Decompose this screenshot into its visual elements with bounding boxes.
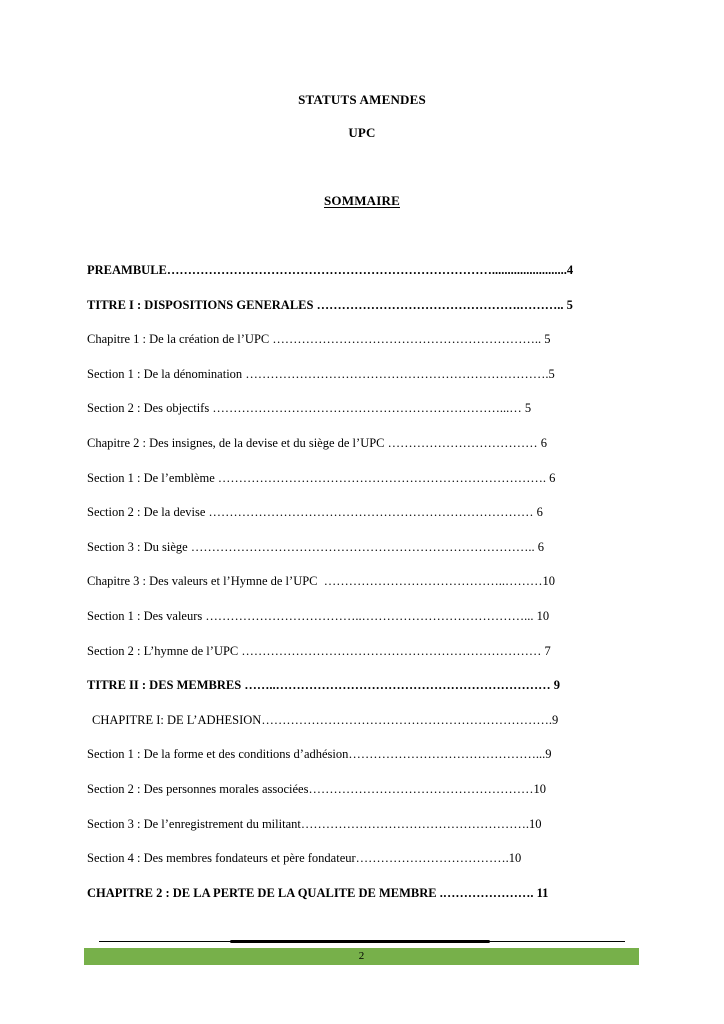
toc-entry-page: 10 <box>508 851 522 865</box>
toc-entry <box>87 573 555 589</box>
toc-entry-label: Section 1 : De la forme et des conditions d’adhésion <box>87 747 349 761</box>
toc-entry <box>87 366 555 382</box>
toc-entry <box>87 435 547 451</box>
toc-entry-leader: ……………………………………………………………………….. <box>187 540 538 554</box>
toc-entry <box>87 504 543 520</box>
toc-entry <box>87 643 551 659</box>
toc-entry <box>87 331 551 347</box>
toc-entry-label: Section 2 : L’hymne de l’UPC <box>87 644 239 658</box>
toc-entry <box>87 677 560 693</box>
toc-entry-page: 9 <box>545 747 552 761</box>
toc-entry-page: 5 <box>524 401 532 415</box>
toc-entry-page: 6 <box>537 540 544 554</box>
toc-entry-leader: ……………………………………..……… <box>317 574 543 588</box>
toc-entry-label: TITRE I : DISPOSITIONS GENERALES <box>87 298 314 312</box>
toc-entry-leader: ………………………………………….……….. <box>313 298 567 312</box>
toc-entry-label: PREAMBULE <box>87 263 167 277</box>
toc-entry-label: Chapitre 1 : De la création de l’UPC <box>87 332 270 346</box>
toc-entry-page: 10 <box>533 782 546 796</box>
toc-entry-leader: ………………………………………………. <box>300 817 529 831</box>
toc-entry-label: Chapitre 3 : Des valeurs et l’Hymne de l’UPC <box>87 574 318 588</box>
toc-entry-page: 6 <box>549 471 556 485</box>
toc-entry-leader: ……………………………………………… <box>308 782 534 796</box>
summary-heading: SOMMAIRE <box>324 193 400 208</box>
organization-name: UPC <box>348 125 376 140</box>
toc-entry <box>87 850 521 866</box>
toc-entry-label: Section 3 : De l’enregistrement du militant <box>87 817 301 831</box>
toc-entry <box>87 885 548 901</box>
toc-entry-leader: …………………………………………………………………… <box>205 505 537 519</box>
toc-entry-label: Section 4 : Des membres fondateurs et père fondateur <box>87 851 356 865</box>
toc-entry-leader: ……………………………………………………………………........................ <box>166 263 567 277</box>
toc-entry-page: 9 <box>553 678 560 692</box>
toc-entry-label: TITRE II : DES MEMBRES <box>87 678 242 692</box>
toc-entry-label: CHAPITRE I: DE L’ADHESION <box>92 713 262 727</box>
footer-divider-accent <box>230 940 490 943</box>
toc-entry-page: 5 <box>548 367 555 381</box>
page-number: 2 <box>358 950 365 962</box>
toc-entry-page: 6 <box>536 505 543 519</box>
toc-entry-label: Section 3 : Du siège <box>87 540 188 554</box>
toc-entry-page: 10 <box>542 574 556 588</box>
toc-entry-page: 9 <box>551 713 559 727</box>
toc-entry <box>87 608 549 624</box>
toc-entry <box>87 470 555 486</box>
toc-entry-leader: ……………………………………………………………… <box>238 644 545 658</box>
toc-entry-leader: ………………………………………... <box>348 747 546 761</box>
toc-entry-page: 4 <box>566 263 574 277</box>
toc-entry-page: 10 <box>528 817 542 831</box>
toc-entry-page: 6 <box>540 436 548 450</box>
toc-entry-leader: ……………………………………………………………...… <box>209 401 525 415</box>
toc-entry-page: 7 <box>544 644 551 658</box>
toc-entry-page: 11 <box>536 886 549 900</box>
toc-entry-label: Chapitre 2 : Des insignes, de la devise et du siège de l’UPC <box>87 436 385 450</box>
toc-entry-label: Section 2 : Des objectifs <box>87 401 210 415</box>
toc-entry-leader: ……………………………… <box>384 436 541 450</box>
toc-entry <box>92 712 558 728</box>
toc-entry <box>87 781 546 797</box>
toc-entry-label: Section 1 : De la dénomination <box>87 367 243 381</box>
toc-entry-label: Section 1 : De l’emblème <box>87 471 215 485</box>
toc-entry <box>87 746 552 762</box>
toc-entry-leader: ………………………………. <box>355 851 509 865</box>
toc-entry-leader: .…………………. <box>436 886 537 900</box>
document-title: STATUTS AMENDES <box>298 92 426 107</box>
footer-band <box>84 948 639 965</box>
toc-entry-label: Section 2 : Des personnes morales associées <box>87 782 309 796</box>
toc-entry-leader: ……..………………………………………………………… <box>241 678 554 692</box>
toc-entry-leader: ……………………………………………………………. <box>261 713 552 727</box>
toc-entry <box>87 262 573 278</box>
toc-entry-leader: ………………………………………………………………. <box>242 367 549 381</box>
toc-entry-page: 5 <box>566 298 573 312</box>
toc-entry <box>87 297 573 313</box>
toc-entry-leader: ……………………………………………………………………. <box>214 471 550 485</box>
toc-entry-label: Section 1 : Des valeurs <box>87 609 203 623</box>
toc-entry-page: 5 <box>544 332 551 346</box>
toc-entry <box>87 400 531 416</box>
toc-entry-leader: ……………………………………………………….. <box>269 332 545 346</box>
toc-entry-page: 10 <box>536 609 550 623</box>
toc-entry-label: Section 2 : De la devise <box>87 505 206 519</box>
toc-entry-label: CHAPITRE 2 : DE LA PERTE DE LA QUALITE DE MEMBRE <box>87 886 437 900</box>
toc-entry <box>87 539 544 555</box>
toc-entry <box>87 816 541 832</box>
toc-entry-leader: ………………………………..…………………………………... <box>202 609 537 623</box>
